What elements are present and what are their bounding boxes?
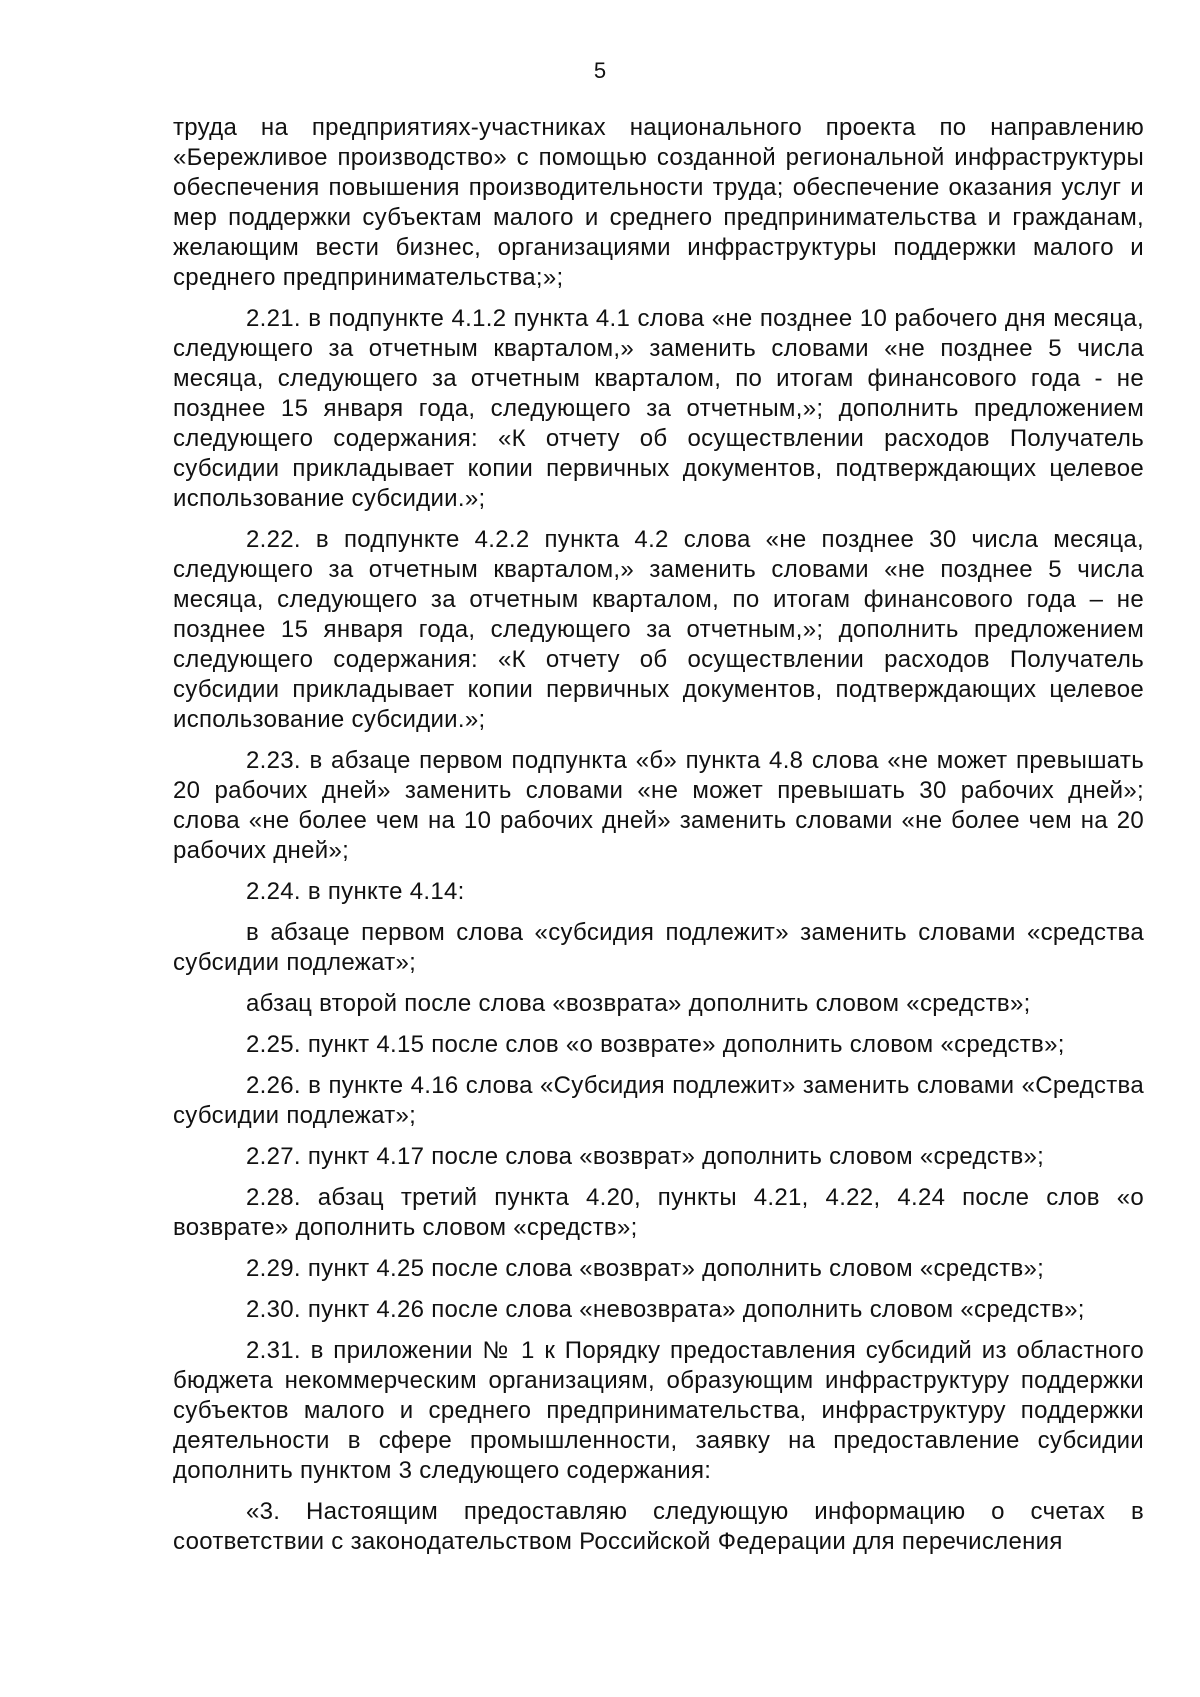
paragraph-2-22: 2.22. в подпункте 4.2.2 пункта 4.2 слова «не позднее 30 числа месяца, следующего за отчетным кварталом,» заменить словами «не позднее 5 числа месяца, следующего за отчетным кварталом, по итогам финансового года – не позднее 15 января года, следующего за отчетным,»; дополнить предложением следующего содержания: «К отчету об осуществлении расходов Получатель субсидии прикладывает копии первичных документов, подтверждающих целевое использование субсидии.»; [173,526,1144,733]
paragraph-2-24: 2.24. в пункте 4.14: [246,878,465,905]
document-body [173,113,1144,1568]
paragraph-2-24-second: абзац второй после слова «возврата» дополнить словом «средств»; [246,990,1031,1017]
paragraph-2-28: 2.28. абзац третий пункта 4.20, пункты 4.21, 4.22, 4.24 после слов «о возврате» дополнить словом «средств»; [173,1184,1144,1241]
paragraph-quote-3: «3. Настоящим предоставляю следующую информацию о счетах в соответствии с законодательством Российской Федерации для перечисления [173,1498,1144,1555]
paragraph-2-30: 2.30. пункт 4.26 после слова «невозврата» дополнить словом «средств»; [246,1296,1085,1323]
paragraph-2-29: 2.29. пункт 4.25 после слова «возврат» дополнить словом «средств»; [246,1255,1045,1282]
paragraph-2-27: 2.27. пункт 4.17 после слова «возврат» дополнить словом «средств»; [246,1143,1045,1170]
paragraph-2-25: 2.25. пункт 4.15 после слов «о возврате» дополнить словом «средств»; [246,1031,1065,1058]
paragraph-2-26: 2.26. в пункте 4.16 слова «Субсидия подлежит» заменить словами «Средства субсидии подлежат»; [173,1072,1144,1129]
page-number: 5 [593,58,607,83]
paragraph-2-31: 2.31. в приложении № 1 к Порядку предоставления субсидий из областного бюджета некоммерческим организациям, образующим инфраструктуру поддержки субъектов малого и среднего предпринимательства, инфраструктуру поддержки деятельности в сфере промышленности, заявку на предоставление субсидии дополнить пунктом 3 следующего содержания: [173,1337,1144,1484]
paragraph-2-21: 2.21. в подпункте 4.1.2 пункта 4.1 слова «не позднее 10 рабочего дня месяца, следующего за отчетным кварталом,» заменить словами «не позднее 5 числа месяца, следующего за отчетным кварталом, по итогам финансового года - не позднее 15 января года, следующего за отчетным,»; дополнить предложением следующего содержания: «К отчету об осуществлении расходов Получатель субсидии прикладывает копии первичных документов, подтверждающих целевое использование субсидии.»; [173,305,1144,512]
paragraph-continuation: труда на предприятиях-участниках национального проекта по направлению «Бережливое производство» с помощью созданной региональной инфраструктуры обеспечения повышения производительности труда; обеспечение оказания услуг и мер поддержки субъектам малого и среднего предпринимательства и гражданам, желающим вести бизнес, организациями инфраструктуры поддержки малого и среднего предпринимательства;»; [173,114,1144,291]
paragraph-2-23: 2.23. в абзаце первом подпункта «б» пункта 4.8 слова «не может превышать 20 рабочих дней» заменить словами «не может превышать 30 рабочих дней»; слова «не более чем на 10 рабочих дней» заменить словами «не более чем на 20 рабочих дней»; [173,747,1144,864]
paragraph-2-24-first: в абзаце первом слова «субсидия подлежит» заменить словами «средства субсидии подлежат»; [173,919,1144,976]
